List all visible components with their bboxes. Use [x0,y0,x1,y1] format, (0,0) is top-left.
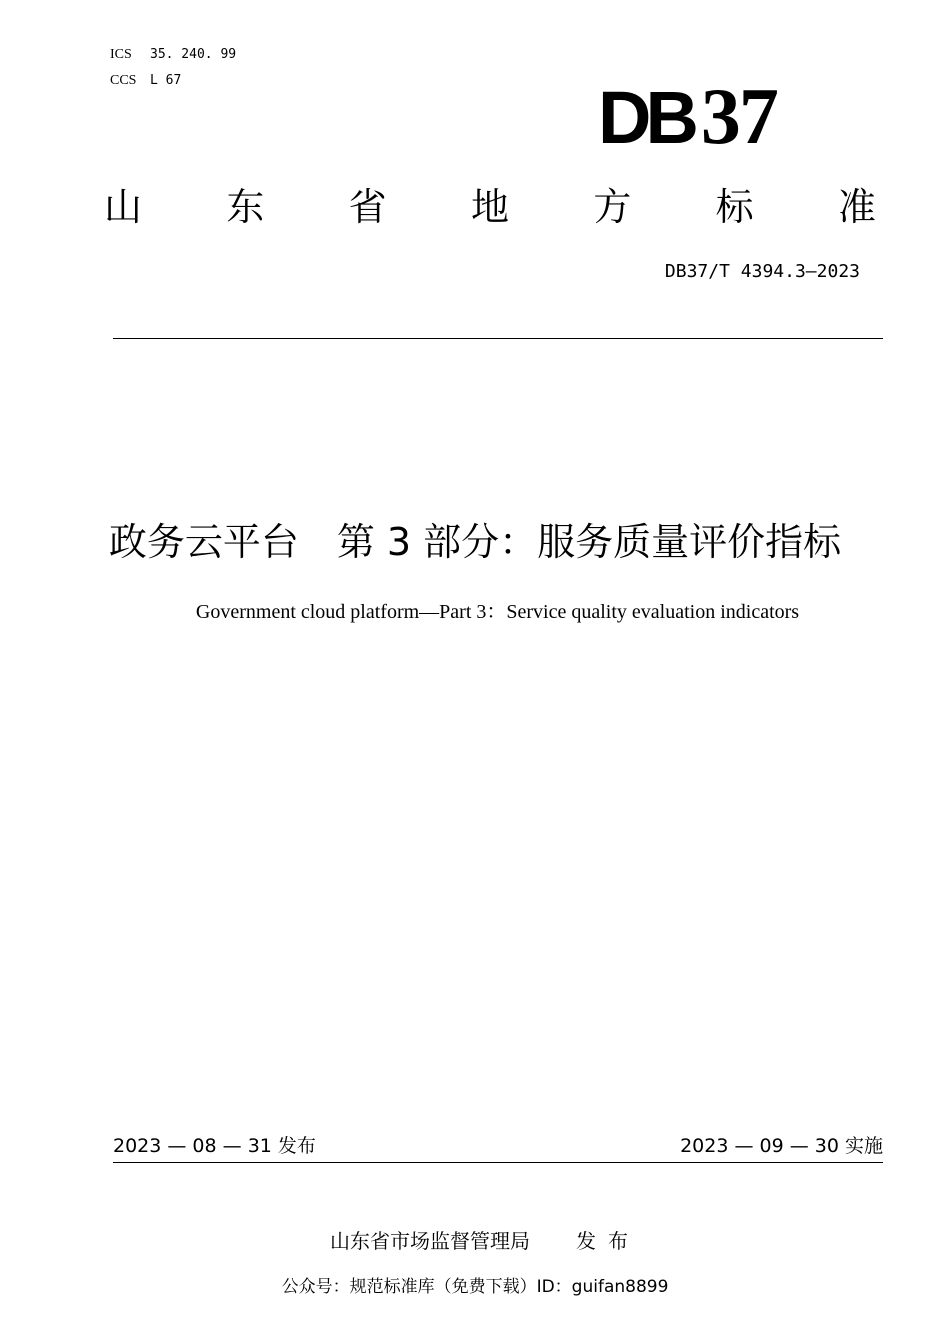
standard-type-char: 东 [226,185,265,229]
standard-number: DB37/T 4394.3—2023 [664,261,860,282]
issue-date: 2023 — 08 — 31 发布 [113,1135,316,1157]
standard-type-char: 山 [104,185,143,229]
ics-label: ICS [110,47,132,62]
header-divider [113,338,883,339]
implementation-date: 2023 — 09 — 30 实施 [680,1135,883,1157]
publisher-org: 山东省市场监督管理局 [330,1229,530,1253]
ccs-value: L 67 [150,73,182,88]
ics-value: 35. 240. 99 [150,47,237,62]
standard-type-char: 准 [837,185,876,229]
document-title-cn: 政务云平台 第 3 部分：服务质量评价指标 [108,520,842,564]
db-logo-number: 37 [700,73,777,161]
db37-logo [598,73,814,161]
publisher-line [0,1226,950,1256]
ccs-classification [110,72,181,89]
footer-divider [113,1162,883,1163]
standard-type-heading [104,182,876,232]
document-title-en: Government cloud platform—Part 3：Service quality evaluation indicators [195,601,800,623]
db-logo-prefix: DB [598,76,693,159]
ics-classification [110,46,236,63]
standard-type-char: 地 [470,185,509,229]
footer-note: 公众号：规范标准库（免费下载）ID：guifan8899 [281,1277,669,1297]
standard-type-char: 省 [348,185,387,229]
standard-type-char: 标 [715,185,754,229]
ccs-label: CCS [110,73,137,88]
publisher-verb: 发布 [576,1229,640,1253]
standard-type-char: 方 [593,185,632,229]
